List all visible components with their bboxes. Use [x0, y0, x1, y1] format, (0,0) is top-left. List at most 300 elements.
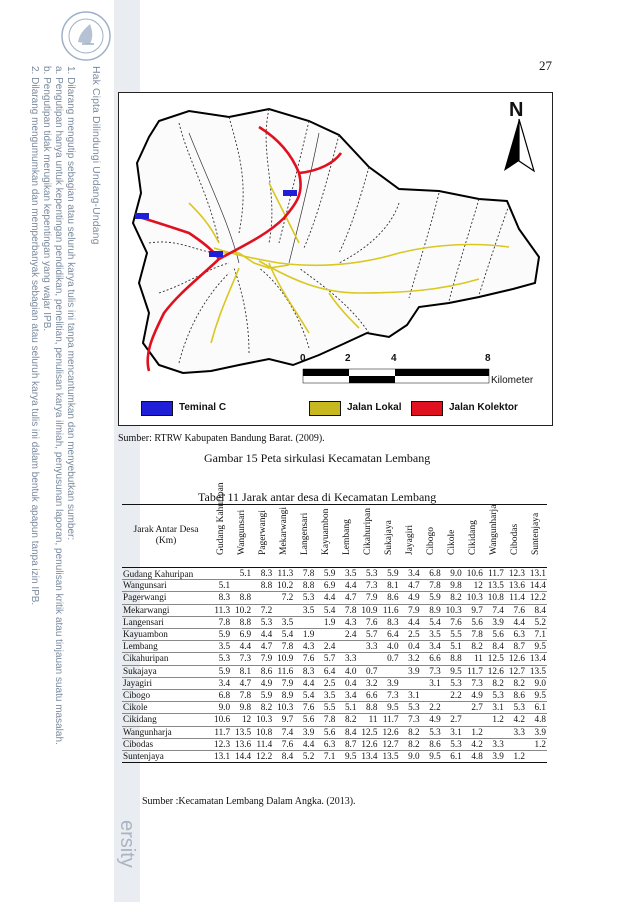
table-cell: 12.2	[256, 751, 273, 762]
column-header-label: Cikidang	[468, 520, 479, 555]
table-cell: 8.6	[260, 665, 273, 676]
column-header	[294, 505, 315, 568]
table-cell	[357, 653, 378, 665]
table-cell: 4.8	[471, 751, 483, 762]
legend-label-collector-road: Jalan Kolektor	[449, 402, 518, 413]
table-cell: 3.9	[492, 751, 504, 762]
table-cell: 12.6	[361, 738, 378, 749]
table-cell: 4.0	[387, 641, 399, 652]
table-row	[122, 665, 547, 677]
table-cell	[252, 592, 273, 604]
table-cell: 8.7	[344, 738, 357, 749]
table-cell: 8.3	[260, 568, 273, 578]
table-cell: 7.2	[260, 604, 273, 615]
table-cell: 5.3	[366, 568, 378, 578]
table-cell: 5.6	[302, 714, 315, 725]
figure-caption: Gambar 15 Peta sirkulasi Kecamatan Lembang	[204, 451, 431, 465]
north-label: N	[509, 99, 524, 121]
table-cell: 9.7	[281, 714, 294, 725]
table-cell: 4.7	[260, 641, 273, 652]
table-cell	[315, 629, 336, 641]
table-cell: 4.9	[471, 690, 483, 701]
column-header-label: Cikahuripan	[362, 508, 373, 555]
copyright-title: Hak Cipta Dilindungi Undang-Undang	[90, 66, 102, 245]
column-header	[379, 505, 400, 568]
table-cell: 5.4	[429, 616, 441, 627]
copyright-line-a: a. Pengutipan hanya untuk kepentingan pendidikan, penelitian, penulisan karya ilmiah, penyusunan laporan, penulisan kritik atau tinjauan suatu masalah.	[53, 66, 64, 745]
table-cell: 3.9	[534, 726, 546, 737]
table-row	[122, 726, 547, 738]
table-cell: 2.5	[323, 677, 336, 688]
university-text: ersity	[116, 820, 138, 868]
legend-label-local-road: Jalan Lokal	[347, 402, 402, 413]
table-cell: 3.4	[429, 641, 441, 652]
table-cell: 0.4	[344, 677, 357, 688]
table-cell: 5.9	[323, 568, 336, 578]
table-row	[122, 641, 547, 653]
table-cell: 3.5	[281, 616, 294, 627]
table-cell: 8.9	[429, 604, 441, 615]
table-cell: 8.8	[450, 653, 462, 664]
table-cell: 5.2	[302, 751, 315, 762]
column-header-label: Sukajaya	[384, 520, 395, 555]
table-cell: 12.6	[508, 653, 525, 664]
table-cell: 4.9	[429, 714, 441, 725]
table-cell: 7.9	[366, 592, 378, 603]
table-cell: 2.4	[344, 629, 357, 640]
table-cell: 1.9	[323, 616, 336, 627]
table-cell: 7.6	[366, 616, 378, 627]
table-cell: 5.7	[323, 653, 336, 664]
table-row	[122, 616, 547, 628]
table-cell: 5.1	[218, 580, 231, 591]
table-cell: 8.3	[218, 592, 231, 603]
table-cell: 13.5	[382, 751, 399, 762]
table-row	[122, 751, 547, 763]
table-row	[122, 690, 547, 702]
table-cell: 8.4	[534, 604, 546, 615]
table-cell: 2.4	[323, 641, 336, 652]
table-cell: 4.2	[471, 738, 483, 749]
table-cell: 2.2	[450, 690, 462, 701]
table-cell: 7.8	[281, 641, 294, 652]
legend-swatch-terminal	[141, 401, 173, 416]
table-cell: 2.2	[429, 702, 441, 713]
column-header-label: Wangunharja	[489, 504, 500, 555]
table-cell: 8.4	[281, 751, 294, 762]
table-cell: 10.2	[277, 580, 294, 591]
table-cell: 13.5	[235, 726, 252, 737]
table-cell: 7.8	[218, 616, 231, 627]
row-label: Cikidang	[123, 714, 157, 725]
table-cell: 11.7	[467, 665, 483, 676]
column-header-label: Langensari	[299, 512, 310, 555]
table-row	[122, 677, 547, 689]
table-cell: 13.5	[529, 665, 546, 676]
table-cell: 2.5	[408, 629, 420, 640]
table-cell: 3.4	[408, 568, 420, 578]
table-cell: 9.0	[218, 702, 231, 713]
table-cell	[294, 616, 315, 628]
table-cell: 11.4	[509, 592, 525, 603]
table-cell: 3.9	[408, 665, 420, 676]
table-cell: 5.3	[513, 702, 525, 713]
table-cell: 11.3	[277, 568, 294, 578]
table-cell: 13.1	[213, 751, 231, 762]
table-cell: 3.1	[429, 677, 441, 688]
table-cell	[442, 702, 463, 714]
table-cell: 7.9	[260, 653, 273, 664]
column-header	[526, 505, 547, 568]
table-cell: 3.3	[492, 738, 504, 749]
table-cell: 5.7	[366, 629, 378, 640]
table-cell: 3.2	[408, 653, 420, 664]
table-cell: 9.5	[344, 751, 357, 762]
table-cell: 7.3	[387, 690, 399, 701]
table-cell: 4.3	[302, 641, 315, 652]
table-cell: 7.4	[492, 604, 504, 615]
table-cell: 10.3	[277, 702, 294, 713]
table-cell: 8.2	[450, 592, 462, 603]
table-cell: 7.4	[281, 726, 294, 737]
table-cell: 9.5	[534, 690, 546, 701]
row-label: Wangunsari	[123, 580, 167, 591]
table-cell: 3.5	[302, 604, 315, 615]
table-cell: 8.3	[302, 665, 315, 676]
row-label: Cikole	[123, 702, 148, 713]
table-cell: 8.8	[366, 702, 378, 713]
table-cell: 3.5	[429, 629, 441, 640]
map-drawing	[119, 93, 552, 425]
table-cell: 13.1	[529, 568, 546, 578]
table-cell: 1.2	[471, 726, 483, 737]
row-label: Gudang Kahuripan	[123, 568, 194, 579]
table-cell: 7.3	[429, 665, 441, 676]
table-cell: 7.8	[302, 568, 315, 578]
table-cell	[273, 604, 294, 616]
table-cell: 7.3	[366, 580, 378, 591]
table-cell: 9.5	[534, 641, 546, 652]
table-cell: 14.4	[235, 751, 252, 762]
table-cell: 5.1	[344, 702, 357, 713]
table-cell: 11.7	[214, 726, 231, 737]
ipb-logo-icon	[60, 10, 112, 62]
table-cell: 5.9	[387, 568, 399, 578]
table-cell: 8.6	[387, 592, 399, 603]
north-arrow-icon	[504, 119, 534, 171]
row-label: Suntenjaya	[123, 751, 164, 762]
table-row	[122, 714, 547, 726]
table-cell: 10.8	[487, 592, 504, 603]
table-cell: 3.5	[323, 690, 336, 701]
table-cell: 8.8	[239, 616, 252, 627]
table-cell: 6.4	[323, 665, 336, 676]
scale-tick-2: 2	[345, 353, 351, 364]
row-label: Cikahuripan	[123, 653, 169, 664]
column-header-label: Wangunsari	[236, 509, 247, 555]
table-cell: 7.6	[513, 604, 525, 615]
table-cell: 12.6	[487, 665, 504, 676]
table-cell: 11	[368, 714, 378, 725]
table-cell	[336, 641, 357, 653]
table-cell: 10.6	[466, 568, 483, 578]
table-cell	[463, 714, 484, 726]
scale-unit: Kilometer	[491, 375, 534, 386]
table-cell: 10.6	[213, 714, 231, 725]
table-row	[122, 629, 547, 641]
table-cell: 11.4	[256, 738, 273, 749]
table-cell: 4.4	[408, 616, 420, 627]
column-header	[357, 505, 378, 568]
table-cell: 4.4	[323, 592, 336, 603]
table-cell: 5.6	[323, 726, 336, 737]
table-cell	[231, 580, 252, 592]
table-cell: 9.0	[408, 751, 420, 762]
table-cell: 6.8	[429, 568, 441, 578]
table-cell: 7.6	[281, 738, 294, 749]
table-cell: 9.5	[450, 665, 462, 676]
column-header-label: Pagerwangi	[257, 510, 268, 555]
table-row	[122, 604, 547, 616]
table-cell: 9.8	[450, 580, 462, 591]
table-cell: 3.5	[218, 641, 231, 652]
table-cell: 7.1	[534, 629, 546, 640]
table-body	[122, 568, 547, 763]
table-cell: 3.1	[492, 702, 504, 713]
table-cell: 5.3	[429, 726, 441, 737]
table-cell: 3.1	[408, 690, 420, 701]
table-cell: 12	[241, 714, 252, 725]
table-cell: 5.1	[239, 568, 252, 578]
table-cell: 5.6	[471, 616, 483, 627]
table-cell: 5.3	[408, 702, 420, 713]
table-cell: 5.9	[260, 690, 273, 701]
table-cell	[400, 677, 421, 689]
table-cell: 5.3	[260, 616, 273, 627]
table-cell: 3.9	[387, 677, 399, 688]
table-cell	[421, 690, 442, 702]
column-header	[505, 505, 526, 568]
table-row	[122, 738, 547, 750]
table-cell: 11.6	[382, 604, 399, 615]
copyright-line-1: 1. Dilarang mengutip sebagian atau seluruh karya tulis ini tanpa mencantumkan dan menyebutkan sumber:	[65, 66, 76, 541]
table-cell: 7.3	[408, 714, 420, 725]
table-cell: 12.3	[213, 738, 231, 749]
table-cell: 7.8	[323, 714, 336, 725]
table-cell: 3.9	[492, 616, 504, 627]
table-cell: 4.8	[534, 714, 546, 725]
table-cell: 4.7	[344, 592, 357, 603]
table-cell: 13.4	[529, 653, 546, 664]
table-cell: 8.2	[408, 726, 420, 737]
table-cell: 7.8	[471, 629, 483, 640]
table-cell: 11.6	[277, 665, 294, 676]
table-cell: 8.6	[429, 738, 441, 749]
terminal-marker	[283, 190, 297, 196]
table-cell	[379, 665, 400, 677]
row-label: Lembang	[123, 641, 158, 652]
column-header	[463, 505, 484, 568]
table-cell: 6.8	[218, 690, 231, 701]
table-cell: 4.4	[260, 629, 273, 640]
column-header-label: Cibogo	[426, 527, 437, 555]
table-cell: 8.2	[471, 641, 483, 652]
table-cell: 12.5	[361, 726, 378, 737]
table-cell: 3.4	[344, 690, 357, 701]
table-cell: 4.2	[513, 714, 525, 725]
row-label: Jayagiri	[123, 677, 153, 688]
column-header	[400, 505, 421, 568]
table-cell: 6.4	[387, 629, 399, 640]
table-cell: 10.9	[361, 604, 378, 615]
table-cell: 5.9	[429, 592, 441, 603]
table-row	[122, 580, 547, 592]
table-cell: 5.3	[450, 738, 462, 749]
table-cell: 4.4	[302, 677, 315, 688]
table-cell: 4.9	[260, 677, 273, 688]
table-cell: 5.3	[218, 653, 231, 664]
column-header	[336, 505, 357, 568]
table-cell: 7.9	[408, 604, 420, 615]
table-cell: 6.1	[450, 751, 462, 762]
corner-header: Jarak Antar Desa (Km)	[133, 525, 199, 546]
table-cell: 0.4	[408, 641, 420, 652]
table-cell: 6.3	[513, 629, 525, 640]
table-cell	[526, 751, 547, 763]
table-cell: 6.9	[323, 580, 336, 591]
table-cell: 7.3	[239, 653, 252, 664]
legend-swatch-collector-road	[411, 401, 443, 416]
column-header-label: Mekarwangi	[278, 506, 289, 555]
table-cell: 13.6	[508, 580, 525, 591]
scale-tick-4: 4	[391, 353, 397, 364]
page-number: 27	[539, 58, 552, 73]
column-header	[442, 505, 463, 568]
table-cell: 4.7	[239, 677, 252, 688]
table-cell: 9.0	[450, 568, 462, 578]
table-cell: 5.6	[492, 629, 504, 640]
table-cell: 0.7	[387, 653, 399, 664]
table-cell: 3.2	[366, 677, 378, 688]
column-header-label: Cibodas	[510, 523, 521, 555]
row-label: Wangunharja	[123, 726, 172, 737]
table-cell: 8.1	[387, 580, 399, 591]
column-header-label: Jayagiri	[405, 524, 416, 555]
table-cell: 10.8	[256, 726, 273, 737]
table-cell: 1.2	[513, 751, 525, 762]
table-cell: 8.8	[260, 580, 273, 591]
table-cell: 13.5	[487, 580, 504, 591]
table-cell: 7.8	[239, 690, 252, 701]
table-row	[122, 592, 547, 604]
table-cell: 5.2	[534, 616, 546, 627]
table-cell: 10.9	[277, 653, 294, 664]
legend-label-terminal: Teminal C	[179, 402, 227, 413]
table-cell: 7.6	[302, 653, 315, 664]
column-header	[421, 505, 442, 568]
row-label: Pagerwangi	[123, 592, 167, 603]
terminal-marker	[209, 251, 223, 257]
table-cell: 11.3	[214, 604, 231, 615]
table-cell: 3.9	[302, 726, 315, 737]
scale-bar	[303, 369, 489, 383]
table-cell	[505, 738, 526, 750]
table-cell: 5.1	[450, 641, 462, 652]
table-cell: 9.0	[534, 677, 546, 688]
table-cell: 1.2	[534, 738, 546, 749]
table-cell: 6.3	[323, 738, 336, 749]
table-cell: 7.2	[281, 592, 294, 603]
row-label: Cibogo	[123, 690, 151, 701]
table-cell: 5.4	[302, 690, 315, 701]
table-cell: 6.6	[366, 690, 378, 701]
table-cell: 7.6	[450, 616, 462, 627]
table-cell: 12.7	[382, 738, 399, 749]
table-cell: 13.6	[235, 738, 252, 749]
table-cell: 7.6	[302, 702, 315, 713]
table-cell: 1.9	[302, 629, 315, 640]
table-cell: 10.3	[466, 592, 483, 603]
table-cell: 3.3	[344, 653, 357, 664]
column-header	[315, 505, 336, 568]
table-cell: 12.7	[508, 665, 525, 676]
column-header	[273, 505, 294, 568]
table-cell: 10.3	[445, 604, 462, 615]
table-cell: 6.9	[239, 629, 252, 640]
column-header	[252, 505, 273, 568]
column-header	[231, 505, 252, 568]
table-row	[122, 568, 547, 580]
column-header-label: Cikole	[447, 529, 458, 555]
table-cell: 14.4	[529, 580, 546, 591]
table-cell: 10.2	[235, 604, 252, 615]
figure-source: Sumber: RTRW Kabupaten Bandung Barat. (2009).	[118, 433, 325, 444]
table-cell: 11.7	[488, 568, 504, 578]
table-cell	[484, 726, 505, 738]
table-cell: 4.4	[239, 641, 252, 652]
district-boundary	[133, 109, 539, 373]
table-cell: 12.5	[487, 653, 504, 664]
table-cell	[210, 568, 231, 580]
table-title: Tabel 11 Jarak antar desa di Kecamatan Lembang	[198, 490, 437, 504]
table-cell: 8.3	[387, 616, 399, 627]
column-header-label: Kayuambon	[320, 508, 331, 555]
table-cell: 5.9	[218, 629, 231, 640]
table-cell: 8.8	[302, 580, 315, 591]
table-cell: 8.2	[492, 677, 504, 688]
table-cell: 8.4	[492, 641, 504, 652]
table-cell: 12	[473, 580, 483, 591]
table-cell: 5.4	[323, 604, 336, 615]
table-cell: 6.6	[429, 653, 441, 664]
terminal-marker	[135, 213, 149, 219]
table-row	[122, 702, 547, 714]
table-cell: 9.5	[387, 702, 399, 713]
table-cell: 4.4	[513, 616, 525, 627]
table-cell: 7.1	[323, 751, 336, 762]
table-cell: 5.5	[323, 702, 336, 713]
table-cell: 4.3	[344, 616, 357, 627]
table-cell: 8.2	[260, 702, 273, 713]
table-cell: 12.6	[382, 726, 399, 737]
table-cell: 7.8	[429, 580, 441, 591]
table-cell: 13.4	[361, 751, 378, 762]
row-label: Cibodas	[123, 738, 154, 749]
scale-tick-8: 8	[485, 353, 491, 364]
table-cell: 8.1	[239, 665, 252, 676]
column-header	[484, 505, 505, 568]
table-cell: 8.2	[344, 714, 357, 725]
